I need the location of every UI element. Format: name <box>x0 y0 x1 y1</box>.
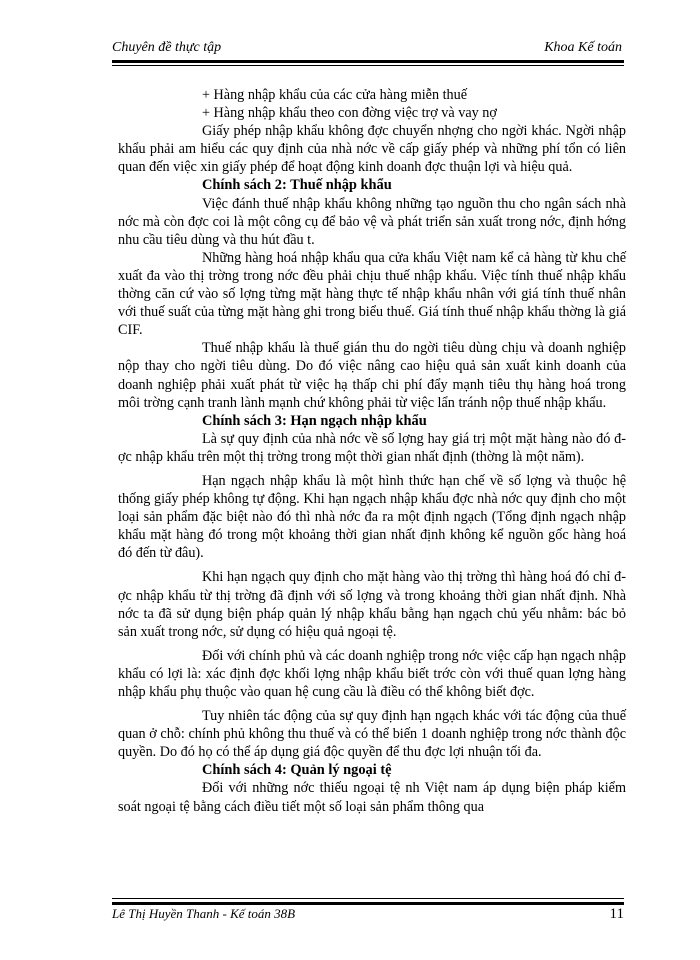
paragraph: Hạn ngạch nhập khẩu là một hình thức hạn chế về số lợng và thuộc hệ thống giấy phép không tự động. Khi hạn ngạch nhập khẩu đợc nhà nớc quy định cho một loại sản phẩm đặc biệt nào đó thì nhà nớc đa ra một định ngạch (Tổng định ngạch nhập khẩu mặt hàng đó trong một khoảng thời gian nhất định không kể nguồn gốc hàng hoá đó đến từ đâu). <box>118 472 626 562</box>
page-number: 11 <box>609 906 624 922</box>
page-footer <box>112 906 624 928</box>
paragraph: Tuy nhiên tác động của sự quy định hạn ngạch khác với tác động của thuế quan ở chỗ: chính phủ không thu thuế và có thể biến 1 doanh nghiệp trong nớc thành độc quyền. Do đó họ có thể áp dụng giá độc quyền để thu đợc lợi nhuận tối đa. <box>118 708 626 761</box>
section-heading: Chính sách 4: Quản lý ngoại tệ <box>202 762 392 779</box>
header-rule-thin <box>112 65 624 66</box>
paragraph: Là sự quy định của nhà nớc về số lợng hay giá trị một mặt hàng nào đó đợc nhập khẩu trên một thị trờng trong một thời gian nhất định (thờng là một năm). <box>118 430 626 465</box>
paragraph: Việc đánh thuế nhập khẩu không những tạo nguồn thu cho ngân sách nhà nớc mà còn đợc coi là một công cụ để bảo vệ và phát triển sản xuất trong nớc, định hớng nhu cầu tiêu dùng và thu hút đầu t. <box>118 195 626 248</box>
paragraph: Đối với những nớc thiếu ngoại tệ nh Việt nam áp dụng biện pháp kiểm soát ngoại tệ bằng cách điều tiết một số loại sản phẩm thông qua <box>118 780 626 815</box>
header-department: Khoa Kế toán <box>544 40 622 55</box>
paragraph: Thuế nhập khẩu là thuế gián thu do ngời tiêu dùng chịu và doanh nghiệp nộp thay cho ngời tiêu dùng. Do đó việc nâng cao hiệu quả sản xuất kinh doanh của doanh nghiệp phải xuất phát từ việc hạ thấp chi phí đẩy mạnh tiêu thụ hàng hoá trong môi trờng cạnh tranh lành mạnh chứ không phải từ việc lẩn tránh nộp thuế nhập khẩu. <box>118 340 626 411</box>
footer-rule-thick <box>112 902 624 905</box>
footer-rule-thin <box>112 898 624 899</box>
section-heading: Chính sách 2: Thuế nhập khẩu <box>202 177 392 194</box>
document-body <box>118 86 626 816</box>
paragraph: Đối với chính phủ và các doanh nghiệp trong nớc việc cấp hạn ngạch nhập khẩu có lợi là: xác định đợc khối lợng nhập khẩu biết trớc còn với thuế quan lợng hàng nhập khẩu phụ thuộc vào quan hệ cung cầu là điều có thể không biết đợc. <box>118 647 626 700</box>
header-title: Chuyên đề thực tập <box>112 40 222 55</box>
header-rule-thick <box>112 60 624 63</box>
page-header <box>112 40 622 62</box>
footer-author: Lê Thị Huyền Thanh - Kế toán 38B <box>112 906 296 921</box>
paragraph: Khi hạn ngạch quy định cho mặt hàng vào thị trờng thì hàng hoá đó chỉ đợc nhập khẩu từ thị trờng đã định với số lợng và trong khoảng thời gian nhất định. Nhà nớc ta đã sử dụng biện pháp quản lý nhập khẩu bằng hạn ngạch chủ yếu nhằm: bác bỏ sản xuất trong nớc, sử dụng có hiệu quả ngoại tệ. <box>118 569 626 640</box>
bullet-item: + Hàng nhập khẩu của các cửa hàng miễn thuế <box>202 87 468 103</box>
paragraph: Những hàng hoá nhập khẩu qua cửa khẩu Việt nam kể cả hàng từ khu chế xuất đa vào thị trờng trong nớc đều phải chịu thuế nhập khẩu. Việc tính thuế nhập khẩu thờng căn cứ vào số lợng từng mặt hàng thực tế nhập khẩu nhân với giá tính thuế nhân với thuế suất của từng mặt hàng ghi trong biểu thuế. Giá tính thuế nhập khẩu thờng là giá CIF. <box>118 249 626 339</box>
paragraph: Giấy phép nhập khẩu không đợc chuyển nhợng cho ngời khác. Ngời nhập khẩu phải am hiểu các quy định của nhà nớc về cấp giấy phép và những phí tổn có liên quan đến việc xin giấy phép để hoạt động kinh doanh đợc thuận lợi và hiệu quả. <box>118 123 626 176</box>
bullet-item: + Hàng nhập khẩu theo con đờng việc trợ và vay nợ <box>202 105 497 122</box>
section-heading: Chính sách 3: Hạn ngạch nhập khẩu <box>202 412 427 429</box>
